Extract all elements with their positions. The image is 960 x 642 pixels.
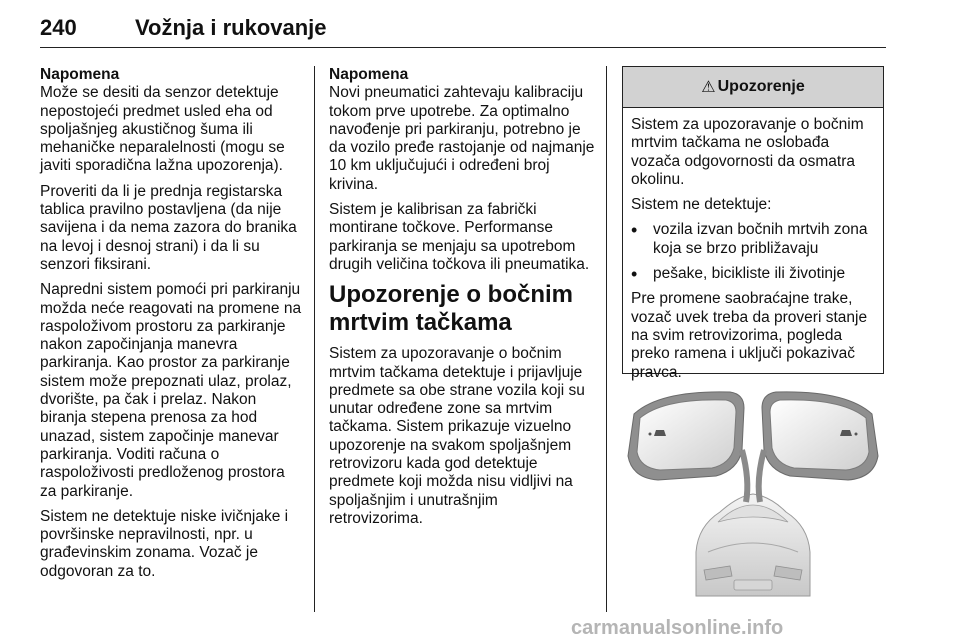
warning-header [623,67,883,108]
blind-spot-illustration [620,384,886,600]
paragraph: Novi pneumatici zahtevaju kalibraciju tokom prve upotrebe. Za optimalno navođenje pri parkiranju, potrebno je da vozilo pređe rastojanje od najmanje 10 km uključujući i određeni broj krivina. [329,84,595,193]
warning-triangle-icon: ⚠ [701,79,716,96]
warning-paragraph: Sistem ne detektuje: [631,196,772,214]
paragraph: Napredni sistem pomoći pri parkiranju možda neće reagovati na promene na raspoloživom prostoru za parkiranje nakon započinjanja manevra parkiranja. Kao prostor za parkiranje sistem može prepoznati ulaz, prolaz, dvorište, pa čak i prelaz. Nakon biranja stepena prenosa za hod unazad, sistem započinje manevar parkiranja. Voditi računa o raspoloživosti predloženog prostora za parkiranje. [40,281,302,500]
warning-paragraph: Pre promene saobraćajne trake, vozač uvek treba da proveri stanje na svim retrovizorima, pogleda preko ramena i uključi pokazivač pravca. [631,290,868,381]
paragraph: Sistem je kalibrisan za fabrički montirane točkove. Performanse parkiranja se menjaju sa upotrebom drugih veličina točkova ili pneumatika. [329,201,590,273]
column-2 [329,66,595,535]
warning-paragraph: Sistem za upozoravanje o bočnim mrtvim tačkama ne oslobađa vozača odgovornosti da osmatra okolinu. [631,116,864,188]
note-heading: Napomena [40,66,120,83]
section-heading: Upozorenje o bočnim mrtvim tačkama [329,281,574,337]
page-header [40,0,886,49]
paragraph: Sistem ne detektuje niske ivičnjake i površinske nepravilnosti, npr. u građevinskim zonama. Vozač je odgovoran za to. [40,507,289,580]
warning-body [623,108,883,382]
car-rear-image [696,494,810,596]
page-number: 240 [40,15,77,40]
warning-box [622,66,884,381]
paragraph: Sistem za upozoravanje o bočnim mrtvim tačkama detektuje i prijavljuje predmete sa obe strane vozila koji su unutar određene zone sa mrtvim tačkama. Sistem prikazuje vizuelno upozorenje na svakom spoljašnjem retrovizoru kada god detektuje predmete koji možda nisu vidljivi na spoljašnjim i unutrašnjim retrovizorima. [329,345,585,527]
watermark: carmanualsonline.info [571,617,784,639]
column-1 [40,66,302,588]
paragraph: Može se desiti da senzor detektuje nepostojeći predmet usled eha od spoljašnjeg akustičnog šuma ili mehaničke neparalelnosti (mogu se javiti sporadična lažna upozorenja). [40,84,285,175]
right-mirror-image [759,392,878,502]
note-heading: Napomena [329,66,409,83]
warning-title: Upozorenje [717,78,805,95]
header-rule [40,47,886,48]
list-item: • vozila izvan bočnih mrtvih zona koja se brzo približavaju [631,221,875,258]
list-item: • pešake, bicikliste ili životinje [631,265,875,283]
column-divider-1 [314,66,315,612]
column-divider-2 [606,66,607,612]
paragraph: Proveriti da li je prednja registarska tablica pravilno postavljena (da nije savijena i da nema zazora do branika na levoj i desnoj strani) i da li su senzori fiksirani. [40,182,297,273]
warning-list [631,221,875,283]
section-title: Vožnja i rukovanje [135,15,327,40]
left-mirror-image [628,392,747,502]
